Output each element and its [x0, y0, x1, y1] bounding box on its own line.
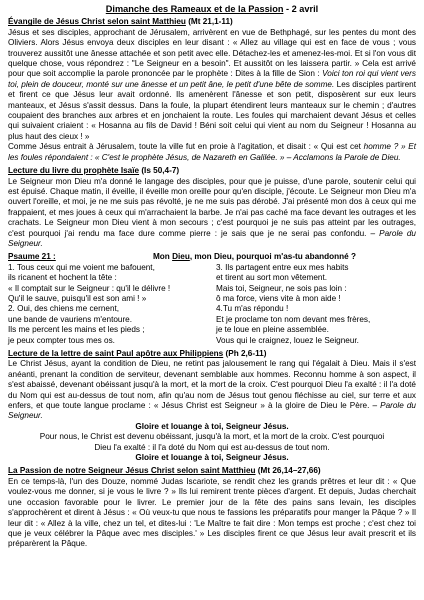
psalm-heading — [8, 252, 416, 262]
psalm-line: je te loue en pleine assemblée. — [216, 325, 329, 335]
psalm-line: Mais toi, Seigneur, ne sois pas loin : — [216, 283, 347, 293]
psalm-label: Psaume 21 : — [8, 252, 56, 262]
psalm-line: 4.Tu m'as répondu ! — [216, 304, 289, 314]
gospel1-ending — [8, 142, 416, 163]
reading2-body: Le Christ Jésus, ayant la condition de Dieu, ne retint pas jalousement le rang qui l'égalait à Dieu. Mais il s'est anéanti, prenant la condition de serviteur, devenant semblable aux hommes. Reconnu homme à son aspect, il s'est abaissé, devenant obéissant jusqu'à la mort, et la mort de la croix. C'est pourquoi Dieu l'a exalté : il l'a doté du Nom qui est au-dessus de tout nom, afin qu'au nom de Jésus tout genou fléchisse au ciel, sur terre et aux enfers, et que toute langue proclame : « Jésus Christ est Seigneur » à la gloire de Dieu le Père. — [8, 359, 416, 411]
psalm-line: 1. Tous ceux qui me voient me bafouent, — [8, 262, 155, 272]
psalm-line: et tirent au sort mon vêtement. — [216, 273, 328, 283]
feast-name: Dimanche des Rameaux et de la Passion — [105, 4, 284, 14]
gospel1-title: Évangile de Jésus Christ selon saint Matthieu — [8, 17, 186, 27]
reading2-title: Lecture de la lettre de saint Paul apôtre aux Philippiens — [8, 349, 224, 358]
psalm-line: Qu'il le sauve, puisqu'il est son ami ! » — [8, 293, 147, 303]
reading2-closing: – Parole du Seigneur. — [8, 401, 416, 421]
psalm-refrain-pre: Mon — [152, 252, 173, 262]
psalm-line: Et je proclame ton nom devant mes frères, — [216, 314, 371, 324]
acclamation-verse-2: Dieu l'a exalté : il l'a doté du Nom qui est au-dessus de tout nom. — [94, 442, 330, 452]
reading1-text — [8, 177, 416, 250]
passion-text: En ce temps-là, l'un des Douze, nommé Judas Iscariote, se rendit chez les grands prêtres et leur dit : « Que voulez-vous me donner, si je vous le livre ? » Ils lui remirent trente pièces d'argent. Et depuis, Judas cherchait une occasion favorable pour le livrer. Le premier jour de la fête des pains sans levain, les disciples s'approchèrent et dirent à Jésus : « Où veux-tu que nous te fassions les préparatifs pour manger la Pâque ? » Il leur dit : « Allez à la ville, chez un tel, et dites-lui : 'Le Maître te fait dire : Mon temps est proche ; c'est chez toi que je veux célébrer la Pâque avec mes disciples.' » Les disciples firent ce que Jésus leur avait prescrit et ils préparèrent la Pâque. — [8, 476, 416, 549]
reading1-body: Le Seigneur mon Dieu m'a donné le langage des disciples, pour que je puisse, d'une parole, soutenir celui qui est épuisé. Chaque matin, il éveille, il éveille mon oreille pour qu'en disciple, j'écoute. Le Seigneur mon Dieu m'a ouvert l'oreille, et moi, je ne me suis pas révolté, je ne me suis pas dérobé. J'ai présenté mon dos à ceux qui me frappaient, et mes joues à ceux qui m'arrachaient la barbe. Je n'ai pas caché ma face devant les outrages et les crachats. Le Seigneur mon Dieu vient à mon secours ; c'est pourquoi je ne suis pas atteint par les outrages, c'est pourquoi j'ai rendu ma face dure comme pierre : je sais que je ne serai pas confondu. — [8, 176, 416, 238]
gospel1-heading — [8, 17, 416, 27]
psalm-line: 2. Oui, des chiens me cernent, — [8, 304, 120, 314]
missal-page — [8, 0, 416, 600]
psalm-line: je peux compter tous mes os. — [8, 335, 115, 345]
psalm-line: Ils me percent les mains et les pieds ; — [8, 325, 145, 335]
gospel1-text — [8, 28, 416, 142]
gospel1-acclamation: homme ? » Et les foules répondaient : « C'est le prophète Jésus, de Nazareth en Galilée. » – Acclamons la Parole de Dieu. — [8, 142, 416, 162]
reading2-heading — [8, 349, 416, 359]
psalm-line: « Il comptait sur le Seigneur : qu'il le délivre ! — [8, 283, 171, 293]
passion-ref: (Mt 26,14–27,66) — [257, 466, 321, 476]
gospel1-ref: (Mt 21,1-11) — [188, 17, 233, 27]
reading2-text — [8, 359, 416, 421]
passion-title: La Passion de notre Seigneur Jésus Christ selon saint Matthieu — [8, 466, 256, 476]
passion-heading — [8, 466, 416, 476]
gospel1-text-b: Les disciples partirent et firent ce que Jésus leur avait ordonné. Ils amenèrent l'ânesse et son petit, disposèrent sur eux leurs manteaux, et Jésus s'assit dessus. Dans la foule, la plupart étendirent leurs manteaux sur le chemin ; d'autres coupaient des branches aux arbres et en jonchaient la route. Les foules qui marchaient devant Jésus et celles qui suivaient criaient : « Hosanna au fils de David ! Béni soit celui qui vient au nom du Seigneur ! Hosanna au plus haut des cieux ! » — [8, 79, 417, 141]
psalm-refrain-post: , mon Dieu, pourquoi m'as-tu abandonné ? — [189, 252, 356, 262]
acclamation-line-2: Gloire et louange à toi, Seigneur Jésus. — [135, 453, 289, 463]
psalm-stanzas — [8, 263, 416, 346]
psalm-refrain-underlined: Dieu — [172, 252, 190, 262]
gospel1-text-c: Comme Jésus entrait à Jérusalem, toute la ville fut en proie à l'agitation, et disait : « Qui est cet — [8, 142, 361, 152]
psalm-line: 3. Ils partagent entre eux mes habits — [216, 262, 349, 272]
gospel1-text-a: Jésus et ses disciples, approchant de Jérusalem, arrivèrent en vue de Bethphagé, sur les pentes du mont des Oliviers. Alors Jésus envoya deux disciples en leur disant : « Allez au village qui est en face de vous ; vous trouverez aussitôt une ânesse attachée et son petit avec elle. Détachez-les et amenez-les-moi. Et si l'on vous dit quelque chose, vous répondrez : "Le Seigneur en a besoin". Et aussitôt on les laissera partir. » Cela est arrivé pour que soit accomplie la parole prononcée par le prophète : Dites à la fille de Sion : — [8, 27, 416, 79]
feast-date: - 2 avril — [286, 4, 319, 14]
psalm-line: Vous qui le craignez, louez le Seigneur. — [216, 335, 359, 345]
psalm-right-column — [216, 263, 416, 346]
gospel1-prophecy: Voici ton roi qui vient vers toi, plein de douceur, monté sur une ânesse et un petit âne, le petit d'une bête de somme. — [8, 69, 416, 89]
acclamation-verse-1: Pour nous, le Christ est devenu obéissant, jusqu'à la mort, et la mort de la croix. C'est pourquoi — [39, 432, 385, 442]
psalm-line: ô ma force, viens vite à mon aide ! — [216, 293, 341, 303]
psalm-line: ils ricanent et hochent la tête : — [8, 273, 117, 283]
reading1-closing: – Parole du Seigneur. — [8, 228, 416, 248]
reading2-ref: (Ph 2,6-11) — [225, 349, 267, 358]
page-title — [8, 4, 416, 14]
reading1-ref: (Is 50,4-7) — [141, 166, 180, 176]
psalm-left-column — [8, 263, 208, 346]
reading1-heading — [8, 166, 416, 176]
reading1-title: Lecture du livre du prophète Isaïe — [8, 166, 140, 176]
psalm-refrain — [153, 252, 356, 262]
acclamation-line-1: Gloire et louange à toi, Seigneur Jésus. — [135, 421, 289, 431]
psalm-line: une bande de vauriens m'entoure. — [8, 314, 133, 324]
